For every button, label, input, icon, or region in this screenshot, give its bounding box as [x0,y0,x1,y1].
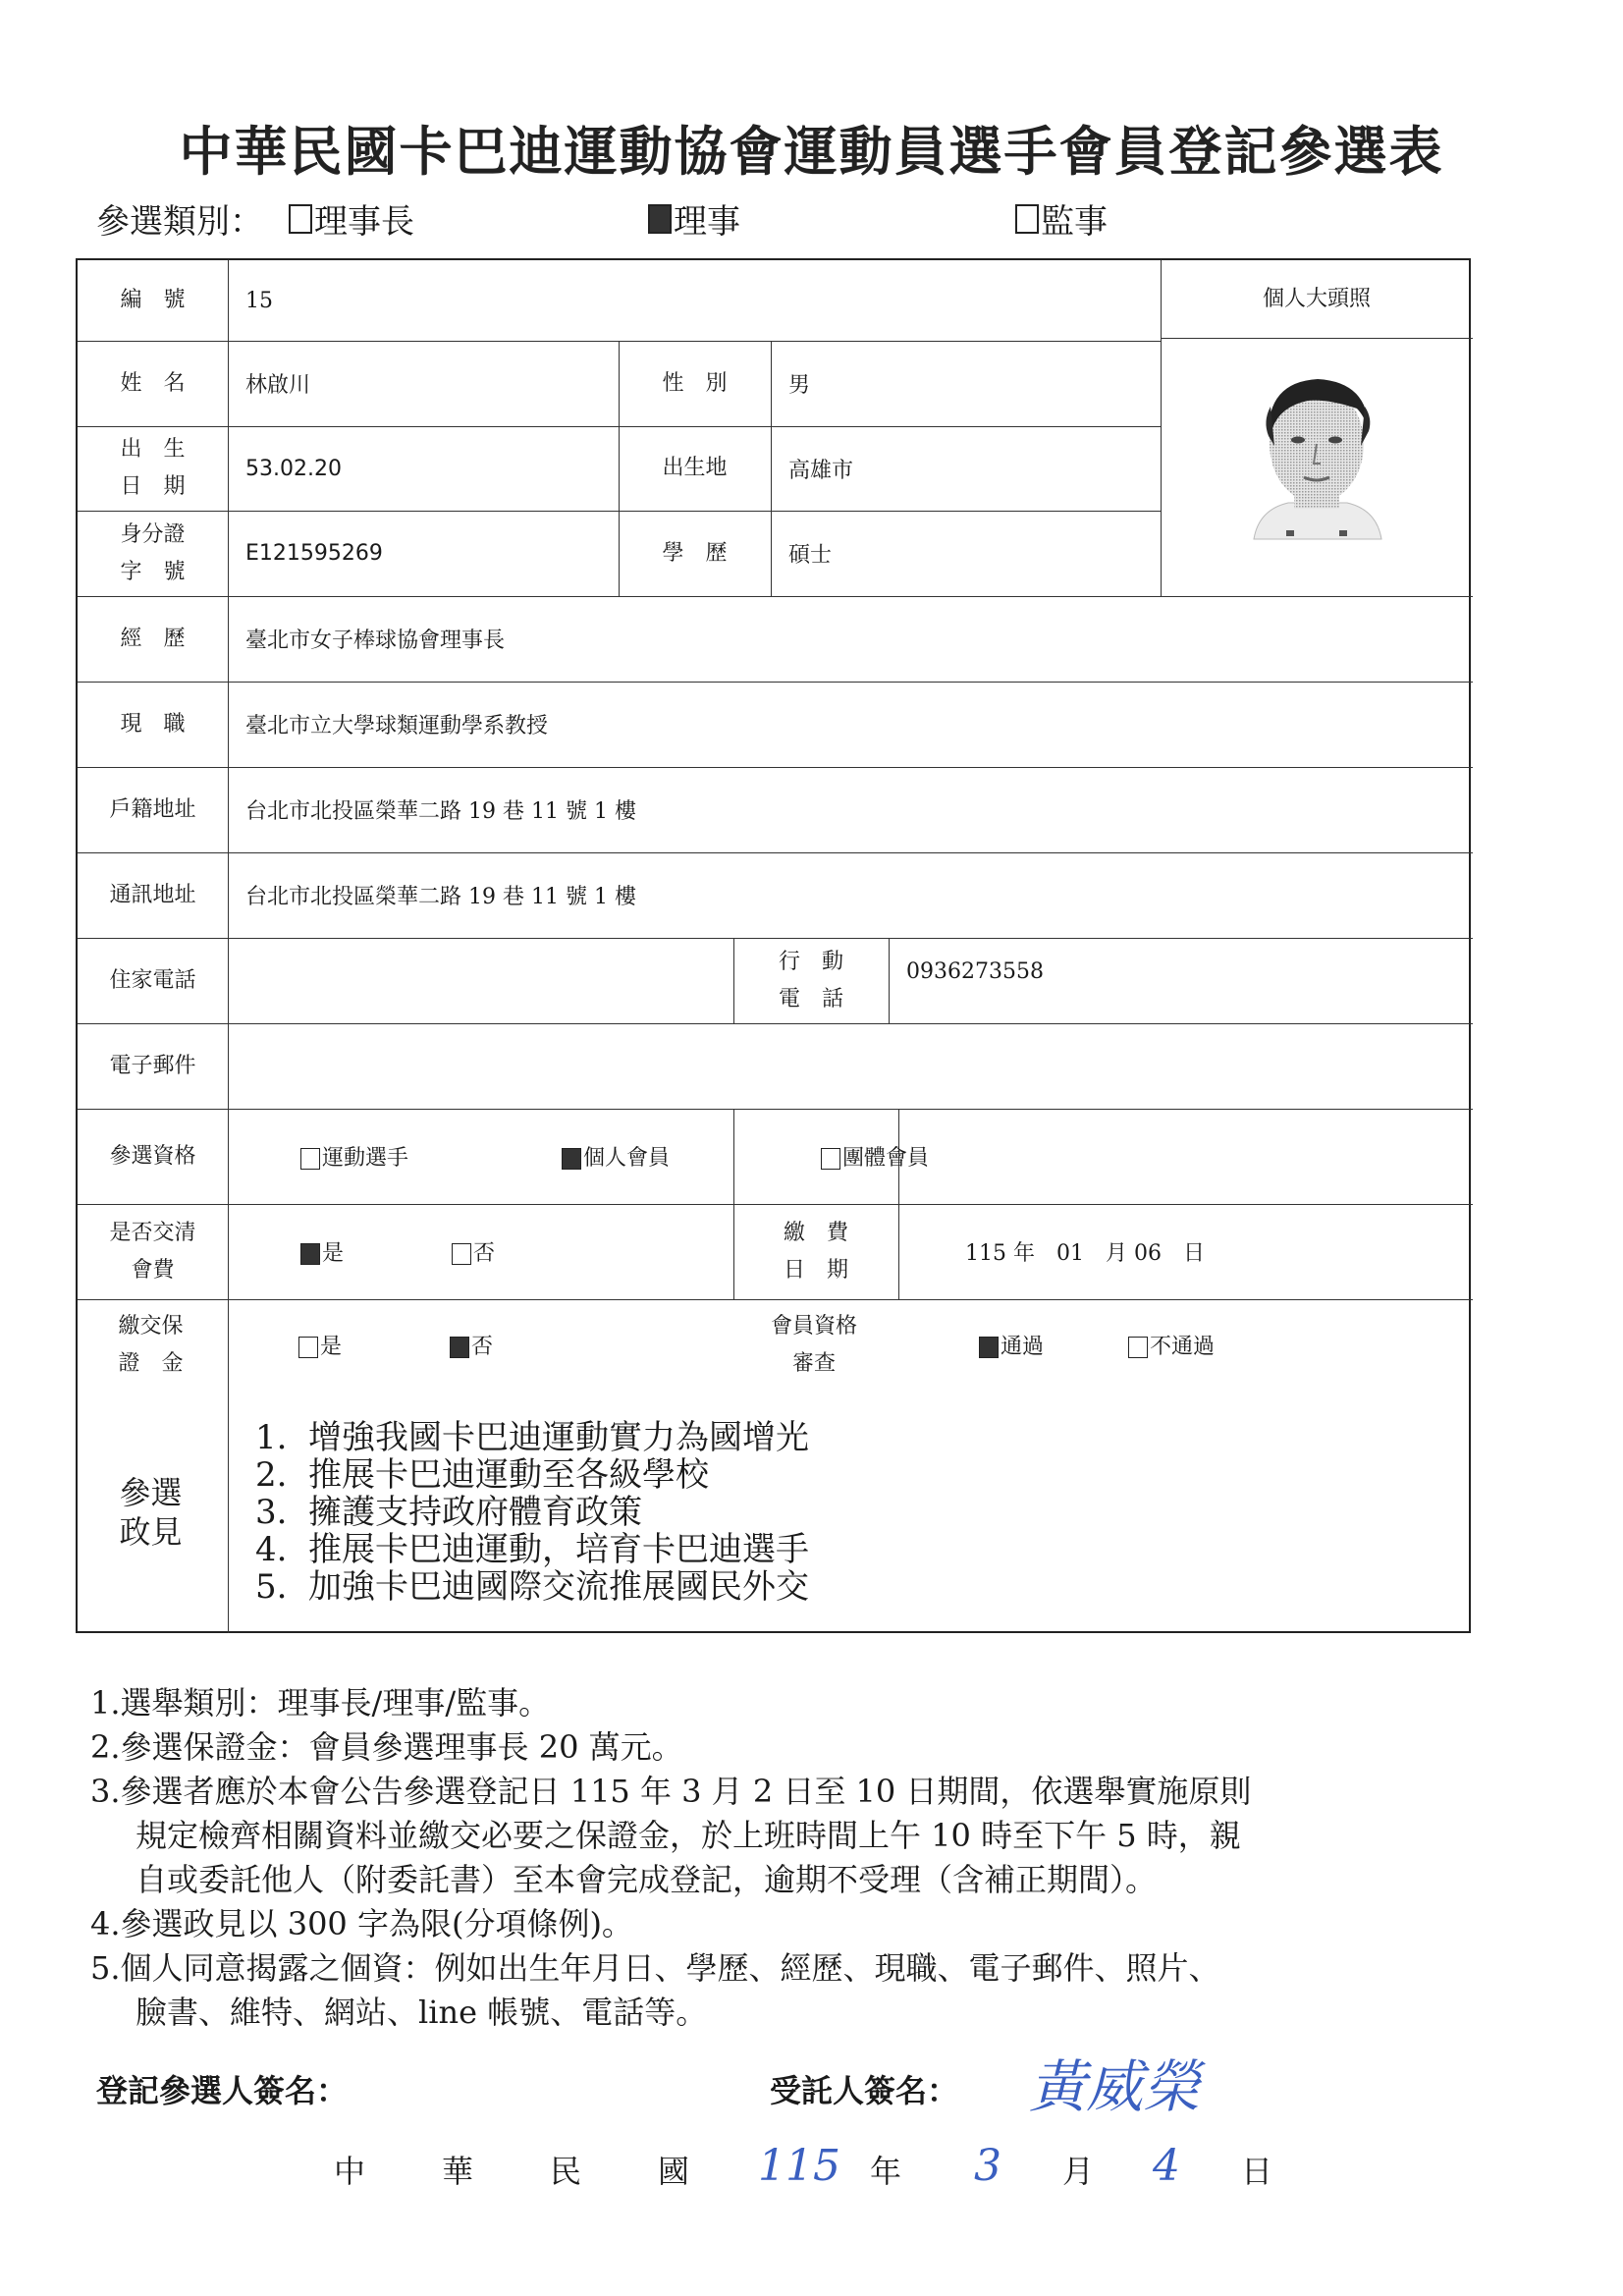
portrait-image [1161,338,1473,596]
mobile-phone-value: 0936273558 [906,959,1044,984]
label-line: 行 動 [778,949,843,974]
era-char: 民 [550,2153,582,2190]
gender-value: 男 [788,373,811,398]
mailing-address-value: 台北市北投區榮華二路 19 巷 11 號 1 樓 [245,885,636,909]
number-value: 15 [245,288,273,313]
dues-option-yes[interactable] [300,1236,344,1267]
option-label: 監事 [1041,202,1108,242]
option-label: 運動選手 [322,1146,409,1171]
election-category [96,194,1471,240]
option-label: 個人會員 [583,1146,671,1171]
mailing-address-label: 通訊地址 [109,882,196,907]
signature-row [96,2053,1471,2120]
checkbox[interactable] [452,1243,471,1265]
signing-date [334,2141,1414,2206]
payment-date-label [733,1204,898,1299]
registered-address-label: 戶籍地址 [109,796,196,822]
education-label: 學 歷 [662,540,728,566]
month-field[interactable]: 3 [974,2141,1001,2191]
home-phone-value [228,938,733,1023]
name-label: 姓 名 [120,370,186,396]
experience-label: 經 歷 [120,626,186,651]
note-item: 1.選舉類別：理事長/理事/監事。 [90,1684,551,1722]
review-option-pass[interactable] [979,1330,1044,1360]
option-label: 通過 [1001,1335,1045,1359]
note-item-continued: 規定檢齊相關資料並繳交必要之保證金，於上班時間上午 10 時至下午 5 時，親 [135,1817,1241,1854]
label-line: 政見 [119,1513,183,1551]
label-line: 審查 [791,1350,836,1376]
birth-date-value: 53.02.20 [245,456,342,481]
checkbox[interactable] [562,1148,581,1170]
option-label: 否 [473,1241,496,1266]
birthplace-label: 出生地 [662,456,728,480]
policy-item: 4. 推展卡巴迪運動，培育卡巴迪選手 [255,1530,810,1569]
qualification-label: 參選資格 [109,1143,196,1169]
label-line: 繳交保 [118,1313,184,1339]
label-line: 參選 [119,1474,183,1511]
dues-option-no[interactable] [452,1236,495,1267]
checkbox[interactable] [289,204,312,234]
experience-value: 臺北市女子棒球協會理事長 [245,629,506,653]
number-label: 編 號 [120,288,186,312]
qualification-option-group[interactable] [821,1141,929,1172]
option-label: 是 [320,1335,343,1359]
email-label: 電子郵件 [109,1053,196,1078]
proxy-signature-label: 受託人簽名： [770,2072,959,2109]
day-label: 日 [1241,2153,1273,2190]
policy-label [76,1393,226,1632]
deposit-options [226,1297,731,1393]
payment-date-value: 115 年 01 月 06 日 [965,1241,1205,1266]
education-value: 碩士 [788,543,833,568]
proxy-signature-field[interactable]: 黃威榮 [1029,2053,1201,2120]
year-field[interactable]: 115 [758,2141,840,2191]
policy-item: 2. 推展卡巴迪運動至各級學校 [255,1455,710,1495]
qualification-options [228,1109,1473,1204]
category-option-chairman[interactable] [289,194,414,243]
label-line: 是否交清 [109,1220,196,1245]
qualification-option-individual[interactable] [562,1141,670,1172]
election-category-label: 參選類別： [96,202,263,242]
checkbox[interactable] [1128,1337,1148,1358]
label-line: 日 期 [120,474,186,499]
candidate-signature-label: 登記參選人簽名： [96,2072,349,2109]
qualification-option-athlete[interactable] [300,1141,408,1172]
label-line: 繳 費 [783,1220,848,1245]
id-number-label [78,511,228,596]
checkbox[interactable] [300,1148,320,1170]
policy-list [226,1393,1471,1632]
label-line: 證 金 [118,1350,184,1376]
note-item: 5.個人同意揭露之個資：例如出生年月日、學歷、經歷、現職、電子郵件、照片、 [90,1949,1220,1987]
note-item: 4.參選政見以 300 字為限(分項條例)。 [90,1905,633,1942]
membership-review-label [731,1297,896,1393]
option-label: 不通過 [1150,1335,1216,1359]
candidate-signature-field[interactable] [391,2060,685,2109]
option-label: 是 [322,1241,345,1266]
review-option-fail[interactable] [1128,1330,1215,1360]
day-field[interactable]: 4 [1153,2141,1180,2191]
notes-list [90,1681,1485,2035]
name-value: 林啟川 [245,373,311,398]
gender-label: 性 別 [662,370,728,396]
checkbox[interactable] [648,204,672,234]
email-value [228,1023,1473,1109]
label-line: 出 生 [120,437,186,462]
checkbox[interactable] [979,1337,999,1358]
label-line: 會員資格 [770,1313,857,1339]
label-line: 字 號 [120,559,186,584]
form-title: 中華民國卡巴迪運動協會運動員選手會員登記參選表 [179,121,1444,183]
note-item: 3.參選者應於本會公告參選登記日 115 年 3 月 2 日至 10 日期間，依選舉實施原則 [90,1773,1252,1810]
option-label: 理事 [674,202,740,242]
option-label: 否 [471,1335,494,1359]
membership-review-options [896,1297,1471,1393]
policy-item: 1. 增強我國卡巴迪運動實力為國增光 [255,1418,810,1457]
photo-label: 個人大頭照 [1262,286,1371,311]
candidate-photo [1161,338,1473,596]
id-number-value: E121595269 [245,541,383,566]
category-option-supervisor[interactable] [1015,194,1108,243]
note-item-continued: 臉書、維特、網站、line 帳號、電話等。 [135,1994,708,2031]
label-line: 電 話 [778,986,843,1011]
dues-paid-label [78,1204,228,1299]
option-label: 理事長 [314,202,414,242]
checkbox[interactable] [1015,204,1039,234]
note-item-continued: 自或委託他人（附委託書）至本會完成登記，逾期不受理（含補正期間）。 [135,1861,1158,1898]
label-line: 會費 [131,1257,175,1283]
mobile-phone-label [733,938,889,1023]
era-char: 國 [658,2153,690,2190]
era-char: 中 [334,2153,366,2190]
note-item: 2.參選保證金：會員參選理事長 20 萬元。 [90,1728,683,1766]
registered-address-value: 台北市北投區榮華二路 19 巷 11 號 1 樓 [245,799,636,824]
label-line: 身分證 [120,521,186,547]
birth-date-label [78,426,228,511]
option-label: 團體會員 [842,1146,930,1171]
checkbox[interactable] [821,1148,840,1170]
checkbox[interactable] [450,1337,469,1358]
category-option-director[interactable] [648,194,740,243]
era-char: 華 [442,2153,474,2190]
home-phone-label: 住家電話 [109,967,196,993]
deposit-option-yes[interactable] [298,1330,342,1360]
deposit-label [76,1297,226,1393]
year-label: 年 [870,2153,902,2190]
checkbox[interactable] [300,1243,320,1265]
policy-item: 3. 擁護支持政府體育政策 [255,1493,643,1532]
dues-paid-options [228,1204,733,1299]
birthplace-value: 高雄市 [788,458,854,483]
policy-item: 5. 加強卡巴迪國際交流推展國民外交 [255,1567,810,1607]
current-job-value: 臺北市立大學球類運動學系教授 [245,714,549,738]
label-line: 日 期 [783,1257,848,1283]
month-label: 月 [1062,2153,1095,2190]
deposit-option-no[interactable] [450,1330,493,1360]
checkbox[interactable] [298,1337,318,1358]
current-job-label: 現 職 [120,711,186,737]
